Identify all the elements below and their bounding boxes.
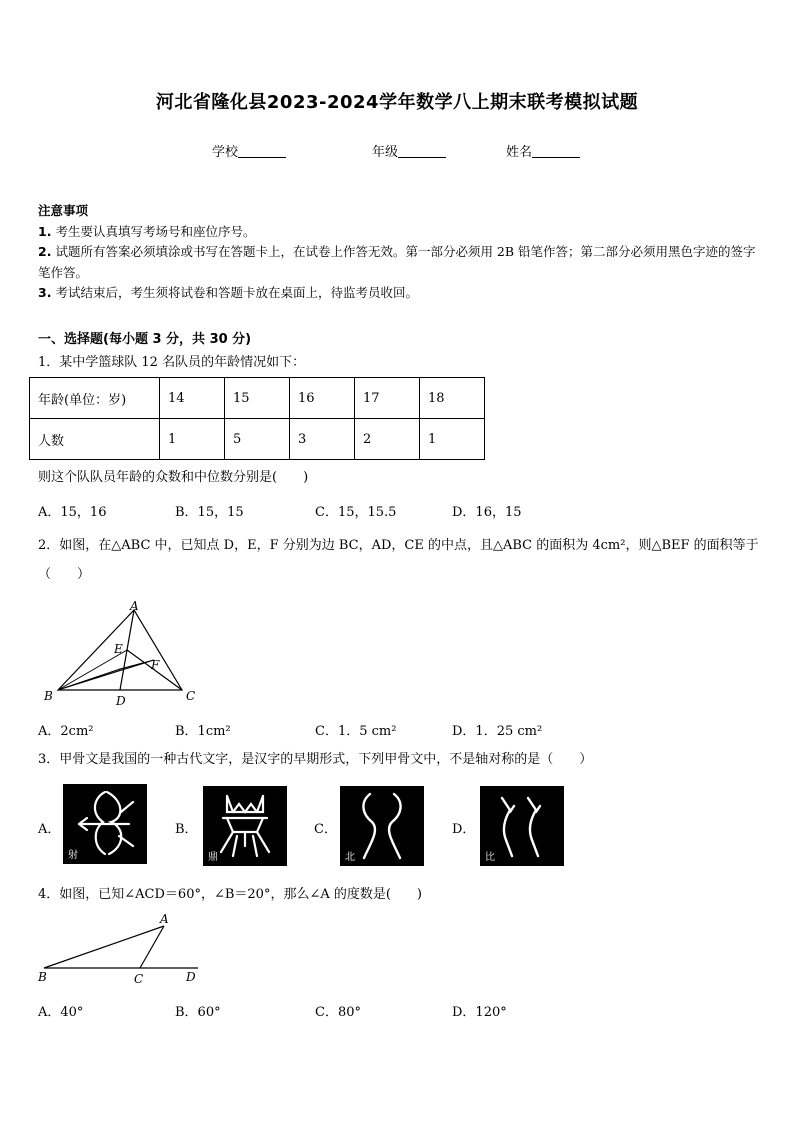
q4-option-d[interactable]: D．120° bbox=[452, 1005, 507, 1020]
q1-age-table bbox=[29, 377, 485, 460]
q2-stem: 2．如图，在△ABC 中，已知点 D，E，F 分别为边 BC，AD，CE 的中点，且△ABC 的面积为 4cm²，则△BEF 的面积等于（ ） bbox=[38, 538, 759, 582]
q2-option-b[interactable]: B．1cm² bbox=[175, 724, 231, 739]
q4-option-b[interactable]: B．60° bbox=[175, 1005, 221, 1020]
q3-option-d[interactable]: D． bbox=[452, 822, 476, 837]
name-blank bbox=[532, 145, 580, 158]
segment-ac bbox=[140, 926, 164, 968]
section-heading: 一、选择题(每小题 3 分，共 30 分) bbox=[38, 332, 252, 347]
label-a: A bbox=[160, 912, 169, 926]
label-c: C bbox=[134, 972, 144, 986]
q1-option-d[interactable]: D．16，15 bbox=[452, 505, 522, 520]
q1-options bbox=[38, 501, 758, 521]
grade-blank bbox=[398, 145, 446, 158]
caption-d: 比 bbox=[485, 852, 495, 863]
name-field bbox=[506, 141, 580, 160]
notice-heading: 注意事项 bbox=[38, 203, 89, 218]
q4-stem: 4．如图，已知∠ACD＝60°，∠B＝20°，那么∠A 的度数是( ) bbox=[38, 887, 423, 902]
label-e: E bbox=[114, 642, 123, 656]
label-d: D bbox=[186, 970, 196, 984]
caption-c: 北 bbox=[345, 852, 355, 863]
notice-item: 3. 考试结束后，考生须将试卷和答题卡放在桌面上，待监考员收回。 bbox=[38, 285, 418, 300]
oracle-glyph-b[interactable] bbox=[203, 786, 287, 866]
table-row: 人数 1 5 3 2 1 bbox=[30, 419, 485, 460]
notice-block bbox=[38, 201, 758, 304]
label-b: B bbox=[38, 970, 47, 984]
table-row: 年龄(单位：岁) 14 15 16 17 18 bbox=[30, 378, 485, 419]
caption-a: 射 bbox=[68, 850, 78, 861]
q2-option-a[interactable]: A．2cm² bbox=[38, 724, 94, 739]
q3-stem: 3．甲骨文是我国的一种古代文字，是汉字的早期形式，下列甲骨文中，不是轴对称的是（ ） bbox=[38, 752, 593, 767]
q2-option-d[interactable]: D．1．25 cm² bbox=[452, 724, 543, 739]
label-d: D bbox=[116, 694, 126, 708]
q3-option-b[interactable]: B． bbox=[175, 822, 198, 837]
school-label: 学校 bbox=[212, 145, 239, 160]
q1-option-b[interactable]: B．15，15 bbox=[175, 505, 244, 520]
label-f: F bbox=[151, 658, 160, 672]
label-c: C bbox=[186, 689, 196, 703]
q4-options bbox=[38, 1001, 758, 1021]
q1-stem: 1．某中学篮球队 12 名队员的年龄情况如下： bbox=[38, 355, 306, 370]
notice-item: 2. 试题所有答案必须填涂或书写在答题卡上，在试卷上作答无效。第一部分必须用 2B 铅笔作答；第二部分必须用黑色字迹的签字笔作答。 bbox=[38, 244, 756, 280]
name-label: 姓名 bbox=[506, 145, 533, 160]
oracle-glyph-a[interactable] bbox=[63, 784, 147, 864]
q4-option-a[interactable]: A．40° bbox=[38, 1005, 84, 1020]
school-field bbox=[212, 141, 286, 160]
grade-field bbox=[372, 141, 446, 160]
oracle-glyph-c[interactable] bbox=[340, 786, 424, 866]
notice-item: 1. 考生要认真填写考场号和座位序号。 bbox=[38, 223, 256, 239]
q2-option-c[interactable]: C．1．5 cm² bbox=[315, 724, 397, 739]
q2-options bbox=[38, 720, 758, 740]
q4-option-c[interactable]: C．80° bbox=[315, 1005, 361, 1020]
q1-option-a[interactable]: A．15，16 bbox=[38, 505, 107, 520]
page-title: 河北省隆化县2023-2024学年数学八上期末联考模拟试题 bbox=[155, 92, 639, 113]
caption-b: 鼎 bbox=[208, 852, 218, 863]
q2-triangle-figure bbox=[36, 598, 206, 710]
label-a: A bbox=[130, 599, 139, 613]
grade-label: 年级 bbox=[372, 145, 399, 160]
q3-option-c[interactable]: C． bbox=[314, 822, 337, 837]
q4-triangle-figure bbox=[36, 910, 206, 988]
q1-option-c[interactable]: C．15，15.5 bbox=[315, 505, 397, 520]
oracle-glyph-d[interactable] bbox=[480, 786, 564, 866]
school-blank bbox=[238, 145, 286, 158]
segment-ba bbox=[44, 926, 164, 968]
q1-question: 则这个队队员年龄的众数和中位数分别是( ) bbox=[38, 470, 309, 485]
label-b: B bbox=[44, 689, 53, 703]
q3-option-a[interactable]: A． bbox=[38, 822, 61, 837]
